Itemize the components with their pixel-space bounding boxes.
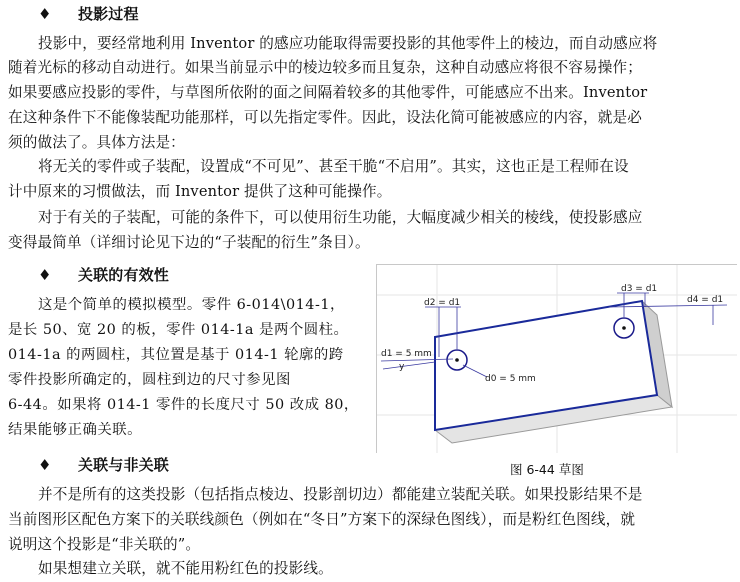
paragraph-line: 如果要感应投影的零件，与草图所依附的面之间隔着较多的其他零件，可能感应不出来。Inventor xyxy=(8,84,648,101)
diamond-bullet-icon: ♦ xyxy=(38,456,52,474)
sketch-figure xyxy=(376,264,737,453)
heading-text: 投影过程 xyxy=(78,5,139,23)
heading-text: 关联的有效性 xyxy=(78,266,169,284)
paragraph-line: 当前图形区配色方案下的关联线颜色（例如在“冬日”方案下的深绿色图线），而是粉红色图线，就 xyxy=(8,511,636,528)
paragraph-line: 是长 50、宽 20 的板，零件 014-1a 是两个圆柱。 xyxy=(8,322,349,338)
section-heading-association-validity xyxy=(8,265,169,285)
paragraph-line: 并不是所有的这类投影（包括指点棱边、投影剖切边）都能建立装配关联。如果投影结果不是 xyxy=(38,486,643,503)
paragraph-line: 如果想建立关联，就不能用粉红色的投影线。 xyxy=(38,560,333,577)
diamond-bullet-icon: ♦ xyxy=(38,266,52,284)
paragraph-line: 说明这个投影是“非关联的”。 xyxy=(8,536,201,553)
paragraph-line: 须的做法了。具体方法是： xyxy=(8,134,185,151)
dimension-d4: d4 = d1 xyxy=(687,295,724,305)
cylinder-center-1 xyxy=(455,358,459,362)
paragraph-line: 零件投影所确定的，圆柱到边的尺寸参见图 xyxy=(8,372,291,388)
diamond-bullet-icon: ♦ xyxy=(38,5,52,23)
paragraph-line: 6-44。如果将 014-1 零件的长度尺寸 50 改成 80， xyxy=(8,397,359,413)
paragraph-line: 对于有关的子装配，可能的条件下，可以使用衍生功能，大幅度减少相关的棱线，使投影感应 xyxy=(38,209,643,226)
paragraph-line: 将无关的零件或子装配，设置成“不可见”、甚至干脆“不启用”。其实，这也正是工程师在设 xyxy=(38,158,629,175)
paragraph-line: 随着光标的移动自动进行。如果当前显示中的棱边较多而且复杂，这种自动感应将很不容易操作； xyxy=(8,59,642,76)
heading-text: 关联与非关联 xyxy=(78,456,169,474)
paragraph-line: 变得最简单（详细讨论见下边的“子装配的衍生”条目）。 xyxy=(8,234,370,251)
figure-caption: 图 6-44 草图 xyxy=(510,462,584,477)
section-heading-projection-process xyxy=(8,4,139,24)
paragraph-line: 投影中，要经常地利用 Inventor 的感应功能取得需要投影的其他零件上的棱边，而自动感应将 xyxy=(38,35,658,52)
paragraph-line: 014-1a 的两圆柱，其位置是基于 014-1 轮廓的跨 xyxy=(8,347,344,363)
sketch-drawing xyxy=(377,265,737,453)
dimension-d0: d0 = 5 mm xyxy=(485,374,536,384)
section-heading-associative-vs-not xyxy=(8,455,169,475)
paragraph-line: 结果能够正确关联。 xyxy=(8,422,143,438)
cylinder-center-2 xyxy=(622,326,626,330)
axis-label-y: y xyxy=(399,362,405,372)
dimension-d3: d3 = d1 xyxy=(621,284,658,294)
paragraph-line: 计中原来的习惯做法，而 Inventor 提供了这种可能操作。 xyxy=(8,183,392,200)
dimension-d1: d1 = 5 mm xyxy=(381,349,432,359)
dimension-d2: d2 = d1 xyxy=(424,298,461,308)
paragraph-line: 在这种条件下不能像装配功能那样，可以先指定零件。因此，设法化简可能被感应的内容，就是必 xyxy=(8,109,642,126)
paragraph-line: 这是个简单的模拟模型。零件 6-014\014-1， xyxy=(38,297,345,313)
